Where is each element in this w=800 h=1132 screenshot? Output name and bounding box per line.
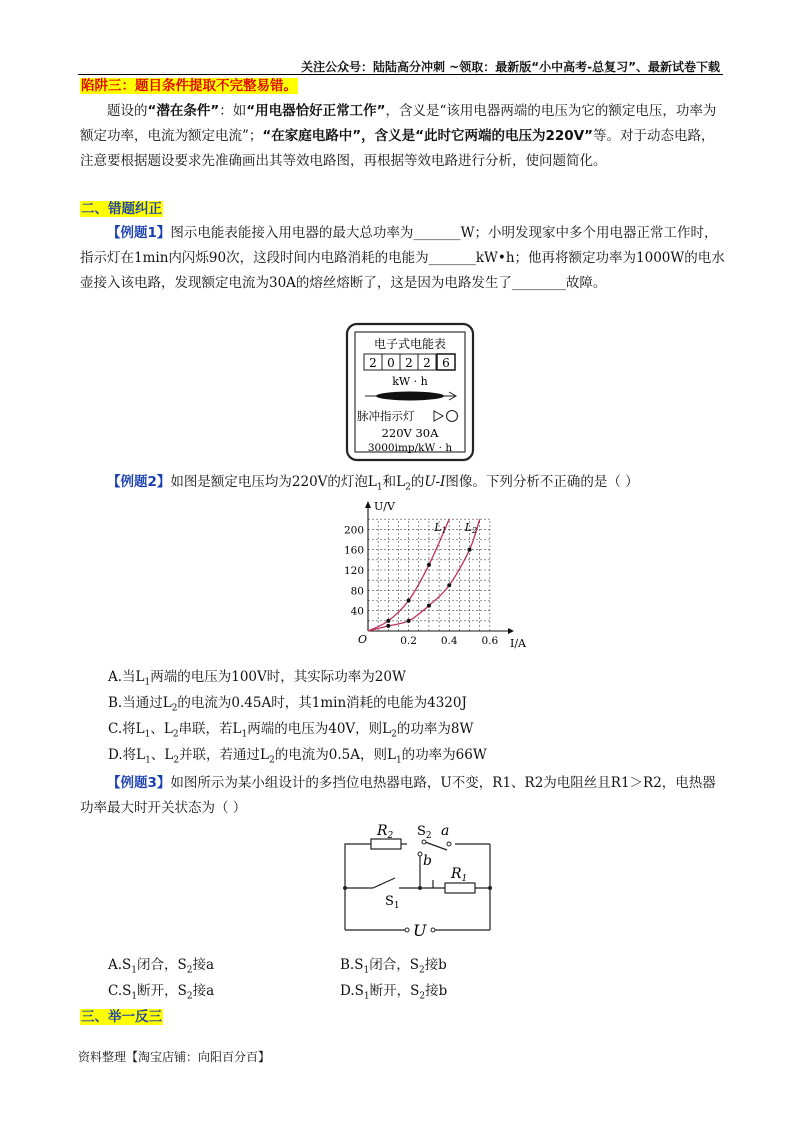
data-point-l2: [407, 619, 411, 623]
label-r2-letter: R: [377, 823, 388, 839]
y-tick-label: 80: [350, 585, 364, 598]
example2-text: 的: [410, 474, 425, 490]
resistor-r1: [445, 883, 475, 893]
chart-series: [368, 519, 480, 631]
label-a: a: [441, 823, 450, 839]
terminal-left: [405, 928, 409, 932]
page-footer: 资料整理【淘宝店铺：向阳百分百】: [78, 1050, 271, 1064]
option-text: A.当L: [108, 669, 145, 685]
option-sub: 1: [144, 729, 151, 740]
x-axis-label: I/A: [510, 637, 526, 650]
option-sub: 1: [363, 965, 370, 976]
label-r2-sub: 2: [387, 831, 394, 841]
option-text: A.S: [108, 957, 132, 973]
junction: [418, 886, 422, 890]
trap3-keyword: “潜在条件”: [147, 103, 220, 119]
section2-title: 二、错题纠正: [81, 201, 162, 217]
example1: [80, 221, 725, 296]
sub-2: 2: [405, 482, 411, 493]
option-text: B.S: [340, 957, 364, 973]
section3-title: 三、举一反三: [81, 1009, 162, 1025]
label-b: b: [423, 853, 432, 869]
option-sub: 1: [363, 991, 370, 1002]
option-text: 接a: [192, 957, 215, 973]
option-text: 闭合，S: [137, 957, 187, 973]
option-text: 的电流为0.45A时，其1min消耗的电能为4320J: [177, 695, 467, 711]
chart-grid: [368, 519, 490, 631]
label-s2: [417, 824, 432, 841]
y-tick-label: 160: [343, 544, 364, 557]
rotor-disk: [376, 392, 444, 401]
example3-label: 【例题3】: [107, 775, 171, 791]
example1-label: 【例题1】: [107, 225, 171, 241]
option-text: 闭合，S: [369, 957, 419, 973]
trap3-keyword: “在家庭电路中”，含义是“此时它两端的电压为220V”: [262, 128, 594, 144]
series-label-l1: [433, 521, 446, 535]
option-text: 串联，若L: [178, 721, 242, 737]
label-r2: [376, 823, 394, 841]
s2-contact-a: [447, 842, 451, 846]
option-text: 、L: [150, 721, 173, 737]
label-s1-letter: S: [385, 894, 394, 909]
s2-contact-b: [418, 852, 422, 856]
junction: [343, 886, 347, 890]
example2-option-d[interactable]: [108, 743, 487, 773]
meter-rotor-icon: [365, 392, 456, 401]
series-label-sub: 2: [472, 526, 478, 536]
option-sub: 2: [391, 729, 397, 740]
meter-rating: 220V 30A: [381, 426, 439, 440]
pulse-arrow-icon: [434, 411, 443, 421]
option-sub: 2: [418, 965, 425, 976]
meter-digit: 6: [442, 356, 450, 370]
option-text: 的功率为8W: [396, 721, 474, 737]
y-axis-arrow: [365, 501, 371, 508]
x-tick-label: 0.2: [400, 635, 417, 647]
sub-1: 1: [376, 482, 383, 493]
example3: [80, 771, 725, 821]
section3-line: [80, 1005, 725, 1030]
option-sub: 1: [145, 755, 151, 766]
trap3-text: 题设的: [107, 103, 148, 119]
pulse-lamp-icon: [447, 411, 458, 422]
data-point-l2: [427, 604, 431, 608]
label-r1: [450, 866, 467, 884]
meter-digit: 2: [369, 356, 377, 370]
option-sub: 2: [419, 991, 426, 1002]
option-text: D.S: [340, 983, 364, 999]
option-text: B.当通过L: [108, 695, 172, 711]
label-s1-sub: 1: [393, 901, 400, 911]
meter-constant: 3000imp/kW · h: [367, 442, 453, 454]
series-label-letter: L: [434, 521, 442, 535]
label-s2-letter: S: [417, 824, 426, 839]
option-sub: 1: [395, 755, 402, 766]
option-text: 两端的电压为100V时，其实际功率为20W: [150, 669, 406, 685]
junction: [488, 886, 492, 890]
example2: [80, 470, 725, 501]
meter-digit-boxes: [364, 354, 455, 370]
data-point-l2: [386, 624, 390, 628]
switch-s2-blade: [425, 842, 447, 850]
ui-chart: [340, 498, 530, 658]
example2-text: 如图是额定电压均为220V的灯泡L: [170, 474, 377, 490]
trap3-keyword: “用电器恰好正常工作”: [246, 103, 386, 119]
example1-text: 图示电能表能接入用电器的最大总功率为_______W；小明发现家中多个用电器正常工作时，指示灯在1min内闪烁90次，这段时间内电路消耗的电能为_______kW•h；他再将额定功率为1000W的电水壶接入该电路，发现额定电流为30A的熔丝熔断了，这是因为电路发生了________故障。: [80, 225, 725, 291]
trap3-title: 陷阱三：题目条件提取不完整易错。: [81, 78, 297, 94]
origin-label: O: [358, 633, 368, 646]
option-text: 的功率为66W: [401, 747, 487, 763]
option-text: 断开，S: [137, 983, 187, 999]
option-sub: 1: [144, 677, 151, 688]
terminal-right: [431, 928, 435, 932]
option-sub: 2: [186, 991, 193, 1002]
option-text: 接b: [424, 957, 447, 973]
label-s1: [385, 894, 400, 911]
trap3-text: ，含义是“该用电器两端的电压为它的额定电压，功率为额定功率，电流为额定电流”；: [80, 103, 717, 144]
option-sub: 2: [171, 703, 178, 714]
option-sub: 2: [172, 729, 179, 740]
option-sub: 2: [269, 755, 275, 766]
data-point-l1: [407, 599, 411, 603]
section2-line: [80, 197, 725, 222]
trap3-title-line: [80, 74, 725, 99]
option-sub: 1: [131, 965, 138, 976]
meter-unit: kW · h: [392, 375, 428, 388]
label-u: U: [413, 921, 427, 940]
option-sub: 2: [186, 965, 193, 976]
label-r1-sub: 1: [461, 874, 468, 884]
data-point-l1: [386, 619, 390, 623]
x-tick-label: 0.6: [481, 635, 499, 647]
trap3-text: 等。对于动态电路，注意要根据题设要求先准确画出其等效电路图，再根据等效电路进行分析，使问题简化。: [80, 128, 715, 169]
option-text: 断开，S: [369, 983, 420, 999]
switch-s1-blade: [373, 878, 395, 888]
option-sub: 2: [173, 755, 180, 766]
example2-ui-symbol: U-I: [424, 474, 446, 490]
option-text: 、L: [150, 747, 174, 763]
data-point-l1: [427, 563, 431, 567]
chart-labels: [344, 500, 527, 650]
series-label-l2: [464, 521, 477, 535]
option-text: 接a: [192, 983, 215, 999]
meter-digit: 2: [405, 356, 413, 370]
trap3-text: ：如: [219, 103, 247, 119]
series-label-sub: 1: [441, 526, 447, 536]
circuit-figure: [335, 820, 505, 945]
option-text: D.将L: [108, 747, 146, 763]
example3-text: 如图所示为某小组设计的多挡位电热器电路，U不变，R1、R2为电阻丝且R1＞R2，电热器功率最大时开关状态为（ ）: [80, 775, 716, 816]
meter-title: 电子式电能表: [373, 337, 447, 351]
y-tick-label: 40: [350, 605, 364, 618]
energy-meter-figure: [345, 322, 475, 462]
example2-label: 【例题2】: [107, 474, 171, 490]
option-text: 两端的电压为40V，则L: [247, 721, 392, 737]
option-text: 接b: [425, 983, 448, 999]
example2-text: 和L: [382, 474, 406, 490]
option-text: 的电流为0.5A，则L: [274, 747, 396, 763]
option-sub: 1: [241, 729, 248, 740]
wire-left-top: [345, 844, 407, 888]
option-text: C.将L: [108, 721, 145, 737]
meter-digit: 2: [423, 356, 431, 370]
y-tick-label: 120: [343, 565, 364, 577]
trap3-paragraph: [80, 99, 725, 174]
data-point-l2: [447, 583, 451, 587]
x-tick-label: 0.4: [440, 635, 458, 647]
page-header: 关注公众号：陆陆高分冲刺 ~领取：最新版“小中高考-总复习”、最新试卷下载: [301, 60, 720, 74]
meter-digit: 0: [387, 356, 395, 370]
label-s2-sub: 2: [425, 831, 432, 841]
series-label-letter: L: [464, 521, 473, 535]
resistor-r2: [371, 839, 401, 849]
label-r1-letter: R: [451, 866, 462, 882]
x-axis-arrow: [508, 628, 514, 634]
option-sub: 1: [131, 991, 138, 1002]
option-text: 并联，若通过L: [179, 747, 270, 763]
option-text: C.S: [108, 983, 132, 999]
meter-lamp-label: 脉冲指示灯: [357, 409, 415, 423]
data-point-l2: [468, 548, 472, 552]
y-axis-label: U/V: [374, 500, 395, 513]
y-tick-label: 200: [343, 524, 364, 537]
example2-text: 图像。下列分析不正确的是（ ）: [445, 474, 639, 490]
